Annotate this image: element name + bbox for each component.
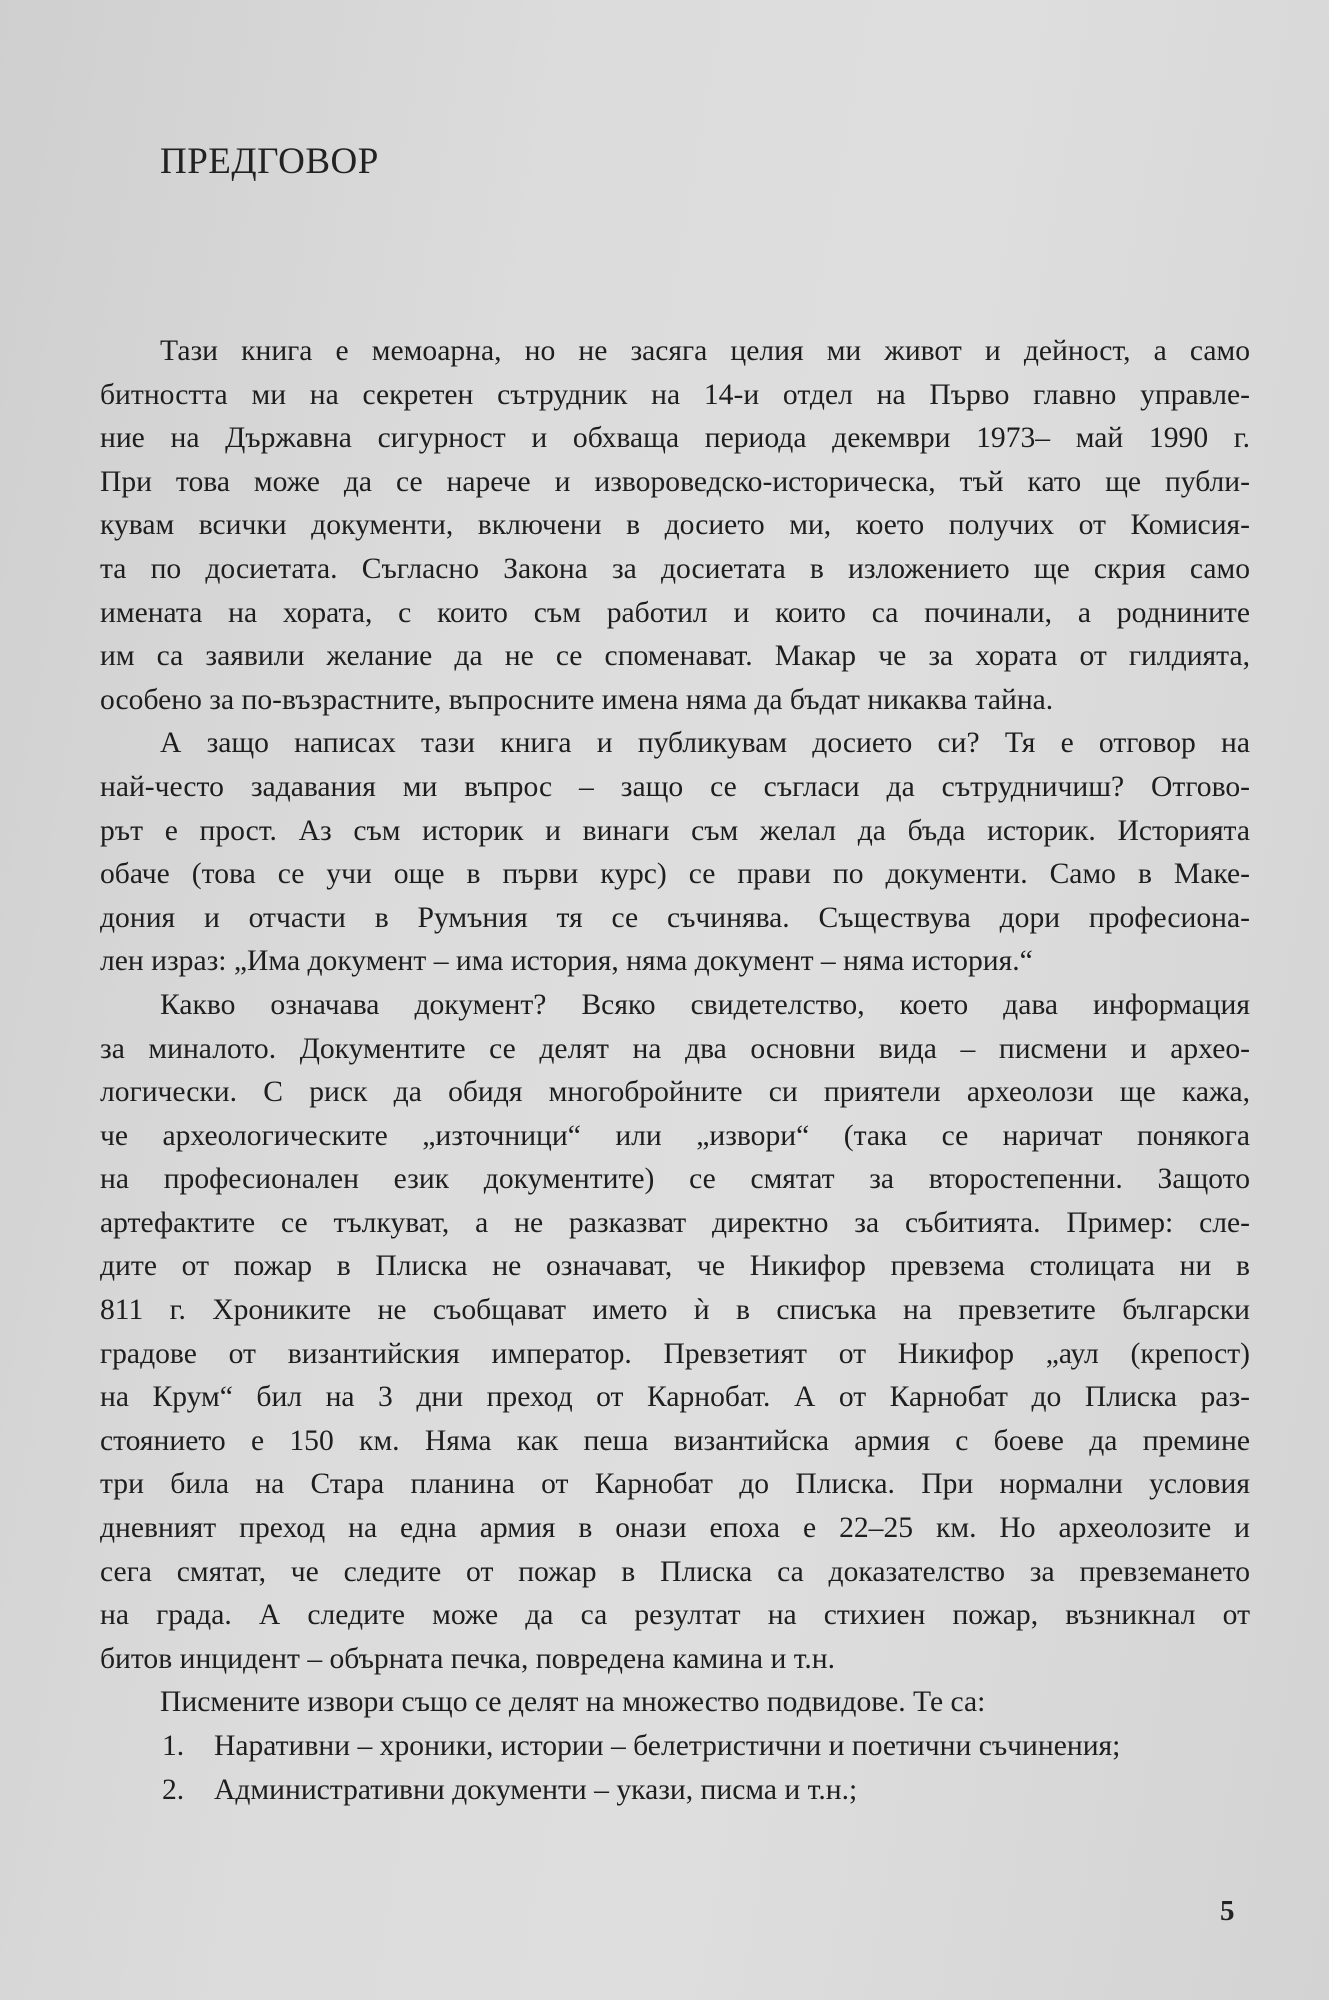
text-line: за миналото. Документите се делят на два основни вида – писмени и археo-	[100, 1032, 1250, 1065]
text-line: кувам всички документи, включени в досието ми, което получих от Комисия-	[100, 509, 1250, 542]
text-line: обаче (това се учи още в първи курс) се прави по документи. Само в Маке-	[100, 858, 1250, 891]
text-line: че археологическите „източници“ или „извори“ (така се наричат понякога	[100, 1119, 1250, 1152]
text-line: рът е прост. Аз съм историк и винаги съм желал да бъда историк. Историята	[100, 814, 1250, 847]
numbered-list	[100, 1725, 1250, 1812]
text-line: Какво означава документ? Всяко свидетелство, което дава информация	[160, 988, 1250, 1021]
paragraph-2	[100, 722, 1250, 984]
text-line: Писмените извори също се делят на множество подвидове. Те са:	[160, 1686, 986, 1719]
text-line: битността ми на секретен сътрудник на 14-и отдел на Първо главно управле-	[100, 378, 1250, 411]
body-text	[100, 330, 1250, 1812]
list-item-number: 1.	[162, 1730, 185, 1762]
list-item	[100, 1769, 1250, 1813]
paragraph-4	[100, 1681, 1250, 1725]
text-line: на града. А следите може да са резултат на стихиен пожар, възникнал от	[100, 1599, 1250, 1632]
text-line: 811 г. Хрониките не съобщават името ѝ в списъка на превзетите български	[100, 1294, 1250, 1327]
list-item-text: Наративни – хроники, истории – белетристични и поетични съчинения;	[214, 1730, 1121, 1762]
list-item	[100, 1725, 1250, 1769]
text-line: особено за по-възрастните, въпросните имена няма да бъдат никаква тайна.	[100, 683, 1054, 716]
paragraph-1	[100, 330, 1250, 722]
text-line: сега смятат, че следите от пожар в Плиска са доказателство за превземането	[100, 1555, 1250, 1588]
text-line: дония и отчасти в Румъния тя се съчинява. Съществува дори професионa-	[100, 901, 1250, 934]
text-line: битов инцидент – обърната печка, повредена камина и т.н.	[100, 1642, 836, 1675]
text-line: логически. С риск да обидя многобройните си приятели археолози ще кажа,	[100, 1076, 1250, 1109]
text-line: им са заявили желание да не се споменават. Макар че за хората от гилдията,	[100, 640, 1250, 673]
text-line: А защо написах тази книга и публикувам досието си? Тя е отговор на	[160, 727, 1250, 760]
text-line: най-често задавания ми въпрос – защо се съгласи да сътрудничиш? Отгово-	[100, 770, 1250, 803]
page-number: 5	[1220, 1895, 1235, 1927]
text-line: дите от пожар в Плиска не означават, че Никифор превзема столицата ни в	[100, 1250, 1250, 1283]
paragraph-3	[100, 984, 1250, 1682]
text-line: та по досиетата. Съгласно Закона за досиетата в изложението ще скрия само	[100, 552, 1250, 585]
text-line: стоянието е 150 км. Няма как пеша византийска армия с боеве да премине	[100, 1424, 1250, 1457]
text-line: Тази книга е мемоарна, но не засяга целия ми живот и дейност, а само	[160, 335, 1250, 367]
text-line: дневният преход на една армия в онази епоха е 22–25 км. Но археолозите и	[100, 1512, 1250, 1545]
text-line: артефактите се тълкуват, а не разказват директно за събитията. Пример: сле-	[100, 1206, 1250, 1239]
text-line: лен израз: „Има документ – има история, няма документ – няма история.“	[100, 945, 1033, 978]
text-line: на професионален език документите) се смятат за второстепенни. Защото	[100, 1163, 1250, 1196]
text-line: на Крум“ бил на 3 дни преход от Карнобат. А от Карнобат до Плиска раз-	[100, 1381, 1250, 1414]
list-item-text: Административни документи – укази, писма и т.н.;	[214, 1773, 858, 1806]
text-line: При това може да се нарече и извороведско-историческа, тъй като ще публи-	[100, 465, 1250, 498]
text-line: ние на Държавна сигурност и обхваща периода декември 1973– май 1990 г.	[100, 422, 1250, 455]
text-line: градове от византийския император. Превзетият от Никифор „аул (крепост)	[100, 1337, 1250, 1370]
page-title: ПРЕДГОВОР	[160, 141, 379, 182]
text-line: три била на Стара планина от Карнобат до Плиска. При нормални условия	[100, 1468, 1250, 1501]
list-item-number: 2.	[162, 1773, 185, 1806]
text-line: имената на хората, с които съм работил и които са починали, а роднините	[100, 596, 1250, 629]
